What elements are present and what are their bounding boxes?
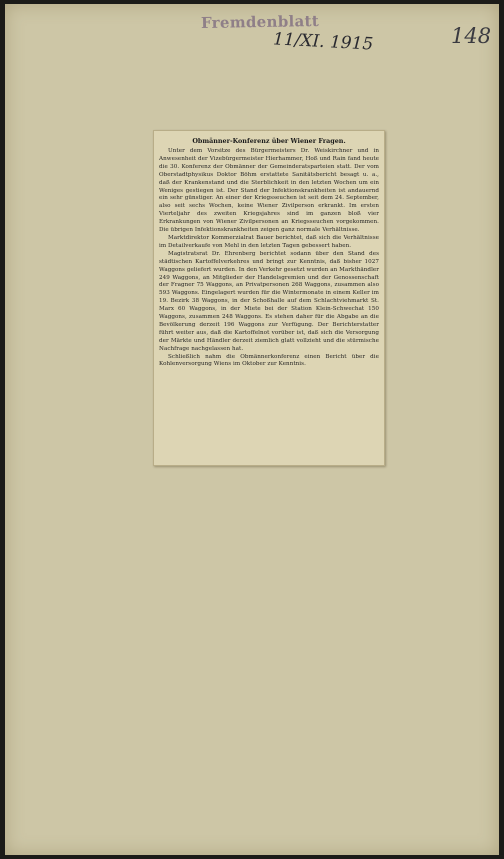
article-paragraph-1: Unter dem Vorsitze des Bürgermeisters Dr. Weiskirchner und in Anwesenheit der Vizebürgermeister Hierhammer, Hoß und Rain fand heute die 30. Konferenz der Obmänner der Gemeinderatsparteien statt. Der vom Oberstadtphysikus Doktor Böhm erstattete Sanitätsbericht besagt u. a., daß der Krankenstand und die Sterblichkeit in den letzten Wochen um ein Weniges gestiegen ist. Der Stand der Infektionskrankheiten ist andauernd ein sehr günstiger. An einer der Kriegsseuchen ist seit dem 24. September, also seit sechs Wochen, keine Wiener Zivilperson erkrankt. Im ersten Vierteljahr des zweiten Kriegsjahres sind im ganzen bloß vier Erkrankungen von Wiener Zivilpersonen an Kriegsseuchen vorgekommen. Die übrigen Infektionskrankheiten zeigen ganz normale Verhältnisse. bbox=[159, 148, 379, 234]
article-paragraph-2: Marktdirektor Kommerzialrat Bauer berichtet, daß sich die Verhältnisse im Detailverkaufe von Mehl in den letzten Tagen gebessert haben. bbox=[159, 234, 379, 249]
article-paragraph-3: Magistratsrat Dr. Ehrenberg berichtet sodann über den Stand des städtischen Kartoffelverkehres und bringt zur Kenntnis, daß bisher 1027 Waggons geliefert wurden. In den Verkehr gesetzt wurden an Markthändler 249 Waggons, an Mitglieder der Handelsgremien und der Genossenschaft der Fragner 75 Waggons, an Privatpersonen 268 Waggons, zusammen also 593 Waggons. Eingelagert wurden für die Wintermonate in einem Keller im 19. Bezirk 38 Waggons, in der Schoßhalle auf dem Schlachtviehmarkt St. Marx 60 Waggons, in der Miete bei der Station Klein-Schwechat 150 Waggons, zusammen 248 Waggons. Es stehen daher für die Abgabe an die Bevölkerung derzeit 196 Waggons zur Verfügung. Der Berichterstatter führt weiter aus, daß die Kartoffelnot vorüber ist, daß sich die Versorgung der Märkte und Händler derzeit ziemlich glatt vollzieht und die stürmische Nachfrage nachgelassen hat. bbox=[159, 250, 379, 352]
handwritten-page-number: 148 bbox=[451, 24, 492, 48]
handwritten-date: 11/XI. 1915 bbox=[272, 29, 374, 55]
archive-sheet bbox=[5, 4, 499, 855]
newspaper-clipping bbox=[153, 130, 385, 466]
article-headline: Obmänner-Konferenz über Wiener Fragen. bbox=[192, 137, 346, 145]
newspaper-stamp: Fremdenblatt bbox=[200, 11, 320, 33]
article-paragraph-4: Schließlich nahm die Obmännerkonferenz einen Bericht über die Kohlenversorgung Wiens im Oktober zur Kenntnis. bbox=[159, 353, 379, 368]
